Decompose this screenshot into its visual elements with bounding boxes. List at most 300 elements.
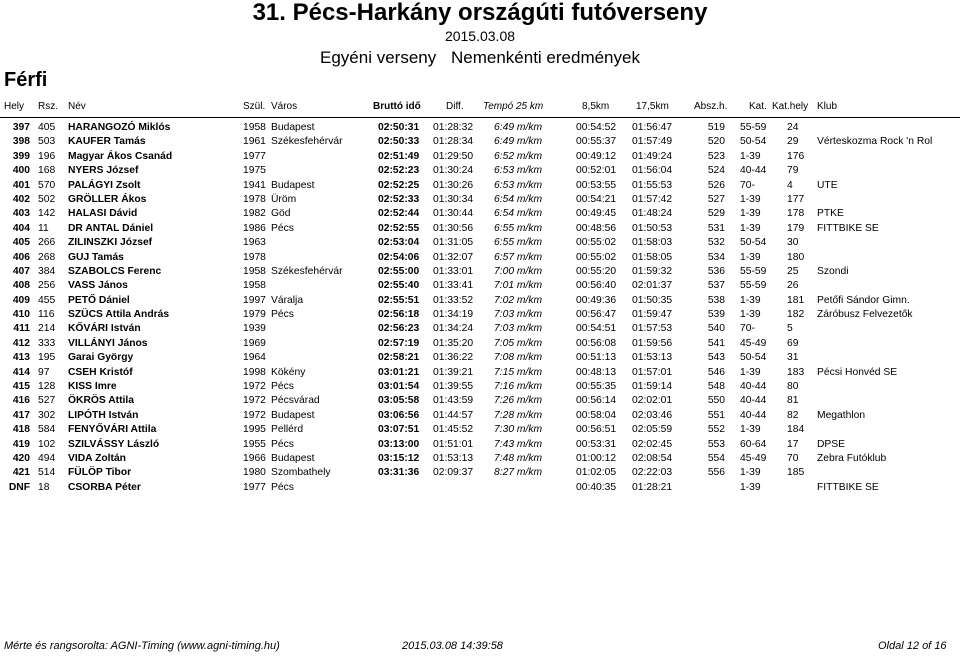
cell-split2: 02:02:01 — [632, 395, 673, 407]
cell-year: 1986 — [243, 222, 266, 234]
cell-year: 1978 — [243, 251, 266, 263]
cell-club: DPSE — [817, 438, 846, 450]
cell-abs: 531 — [707, 222, 725, 234]
cell-catpl: 182 — [787, 309, 805, 321]
table-row — [0, 481, 960, 495]
cell-place: 408 — [12, 280, 30, 292]
table-row — [0, 466, 960, 480]
cell-diff: 01:33:52 — [433, 294, 474, 306]
cell-catpl: 17 — [787, 438, 799, 450]
cell-abs: 540 — [707, 323, 725, 335]
cell-split2: 01:57:53 — [632, 323, 673, 335]
cell-diff: 01:34:24 — [433, 323, 474, 335]
cell-gross: 02:50:33 — [378, 136, 420, 148]
cell-catpl: 80 — [787, 381, 799, 393]
cell-cat: 1-39 — [740, 222, 761, 234]
cell-name: ÖKRÖS Attila — [68, 395, 134, 407]
cell-cat: 50-54 — [740, 237, 767, 249]
cell-place: 417 — [12, 409, 30, 421]
cell-catpl: 81 — [787, 395, 799, 407]
table-row — [0, 150, 960, 164]
cell-cat: 50-54 — [740, 136, 767, 148]
cell-cat: 70- — [740, 179, 755, 191]
cell-gross: 03:31:36 — [378, 467, 420, 479]
table-row — [0, 308, 960, 322]
cell-catpl: 69 — [787, 337, 799, 349]
cell-place: 411 — [13, 323, 30, 335]
cell-abs: 543 — [707, 352, 725, 364]
col-catpl: Kat.hely — [772, 101, 809, 112]
col-pace: Tempó 25 km — [483, 101, 544, 112]
cell-year: 1982 — [243, 208, 266, 220]
cell-name: PETŐ Dániel — [68, 294, 130, 306]
cell-split1: 00:54:21 — [576, 193, 617, 205]
cell-catpl: 26 — [787, 280, 799, 292]
cell-bib: 195 — [38, 352, 56, 364]
cell-pace: 7:05 m/km — [494, 337, 543, 349]
cell-year: 1977 — [243, 481, 266, 493]
cell-bib: 268 — [38, 251, 56, 263]
table-row — [0, 193, 960, 207]
cell-split2: 01:53:13 — [632, 352, 673, 364]
cell-split2: 01:56:04 — [632, 165, 673, 177]
cell-split2: 01:48:24 — [632, 208, 673, 220]
cell-pace: 6:55 m/km — [494, 222, 543, 234]
cell-abs: 520 — [707, 136, 725, 148]
cell-split1: 00:54:52 — [576, 122, 617, 133]
cell-city: Budapest — [271, 409, 315, 421]
cell-diff: 01:33:01 — [433, 265, 474, 277]
cell-place: 419 — [12, 438, 30, 450]
cell-city: Szombathely — [271, 467, 331, 479]
cell-pace: 6:53 m/km — [494, 179, 543, 191]
col-city: Város — [271, 101, 298, 112]
cell-cat: 55-59 — [740, 280, 767, 292]
cell-diff: 01:28:32 — [433, 122, 474, 133]
cell-bib: 514 — [38, 467, 56, 479]
cell-catpl: 30 — [787, 237, 799, 249]
cell-pace: 7:30 m/km — [494, 424, 543, 436]
cell-abs: 548 — [707, 381, 725, 393]
cell-pace: 6:57 m/km — [494, 251, 543, 263]
cell-gross: 02:56:18 — [378, 309, 420, 321]
cell-split2: 01:55:53 — [632, 179, 673, 191]
cell-catpl: 29 — [787, 136, 799, 148]
cell-place: 414 — [12, 366, 30, 378]
cell-split2: 02:08:54 — [632, 452, 673, 464]
cell-club: Pécsi Honvéd SE — [817, 366, 898, 378]
cell-abs: 534 — [707, 251, 725, 263]
cell-city: Pécs — [271, 222, 294, 234]
col-club: Klub — [817, 101, 838, 112]
cell-club: PTKE — [817, 208, 844, 220]
cell-cat: 1-39 — [740, 424, 761, 436]
cell-pace: 6:52 m/km — [494, 150, 543, 162]
cell-pace: 7:03 m/km — [494, 309, 543, 321]
cell-cat: 40-44 — [740, 395, 767, 407]
cell-bib: 214 — [38, 323, 56, 335]
cell-catpl: 70 — [787, 452, 799, 464]
cell-pace: 7:26 m/km — [494, 395, 543, 407]
cell-catpl: 31 — [787, 352, 799, 364]
cell-split1: 00:53:31 — [576, 438, 617, 450]
cell-cat: 1-39 — [740, 294, 761, 306]
table-row — [0, 251, 960, 265]
cell-gross: 02:54:06 — [378, 251, 420, 263]
cell-split1: 00:52:01 — [576, 165, 617, 177]
cell-abs: 527 — [707, 193, 725, 205]
cell-bib: 584 — [38, 424, 56, 436]
table-row — [0, 337, 960, 351]
cell-bib: 18 — [38, 481, 50, 493]
cell-place: 404 — [12, 222, 30, 234]
cell-name: NYERS József — [68, 165, 139, 177]
cell-diff: 01:30:26 — [433, 179, 474, 191]
cell-place: 406 — [12, 251, 30, 263]
cell-gross: 02:53:04 — [378, 237, 420, 249]
cell-diff: 01:36:22 — [433, 352, 474, 364]
cell-name: ZILINSZKI József — [68, 237, 153, 249]
cell-cat: 45-49 — [740, 337, 767, 349]
cell-pace: 7:48 m/km — [494, 452, 543, 464]
cell-place: 415 — [12, 381, 30, 393]
cell-split2: 01:57:01 — [632, 366, 673, 378]
cell-club: Megathlon — [817, 409, 866, 421]
cell-place: 407 — [12, 265, 30, 277]
cell-cat: 1-39 — [740, 251, 761, 263]
page-of: of — [922, 640, 932, 652]
cell-bib: 116 — [38, 309, 55, 321]
cell-split1: 00:48:56 — [576, 222, 617, 234]
cell-diff: 01:44:57 — [433, 409, 474, 421]
cell-split2: 01:59:32 — [632, 265, 673, 277]
cell-abs: 550 — [707, 395, 725, 407]
table-row — [0, 366, 960, 380]
cell-gross: 03:13:00 — [378, 438, 420, 450]
table-row — [0, 409, 960, 423]
cell-abs: 536 — [707, 265, 725, 277]
cell-abs: 538 — [707, 294, 725, 306]
event-date: 2015.03.08 — [444, 28, 516, 44]
col-place: Hely — [4, 101, 25, 112]
cell-cat: 55-59 — [740, 265, 767, 277]
cell-split1: 00:56:51 — [576, 424, 617, 436]
cell-name: CSORBA Péter — [68, 481, 141, 493]
cell-club: FITTBIKE SE — [817, 222, 879, 234]
cell-place: 421 — [12, 467, 30, 479]
table-row — [0, 294, 960, 308]
cell-catpl: 5 — [787, 323, 793, 335]
cell-abs: 546 — [707, 366, 725, 378]
cell-city: Budapest — [271, 122, 315, 133]
cell-club: Vérteskozma Rock 'n Rol — [817, 136, 933, 148]
cell-split2: 01:59:47 — [632, 309, 673, 321]
cell-abs: 539 — [707, 309, 725, 321]
cell-cat: 1-39 — [740, 481, 761, 493]
cell-city: Pécsvárad — [271, 395, 320, 407]
cell-name: KISS Imre — [68, 381, 117, 393]
footer-timestamp: 2015.03.08 14:39:58 — [402, 640, 503, 652]
cell-abs: 552 — [707, 424, 725, 436]
cell-year: 1969 — [243, 337, 266, 349]
cell-split1: 00:49:45 — [576, 208, 617, 220]
cell-place: 413 — [12, 352, 30, 364]
cell-split1: 00:58:04 — [576, 409, 617, 421]
cell-diff: 01:53:13 — [433, 452, 474, 464]
cell-bib: 455 — [38, 294, 56, 306]
cell-diff: 01:34:19 — [433, 309, 474, 321]
cell-name: VASS János — [68, 280, 128, 292]
cell-club: Záróbusz Felvezetők — [817, 309, 913, 321]
cell-name: SZÜCS Attila András — [68, 309, 170, 321]
table-row — [0, 322, 960, 336]
cell-name: GRÖLLER Ákos — [68, 193, 147, 205]
cell-place: 410 — [12, 309, 30, 321]
cell-name: HARANGOZÓ Miklós — [68, 122, 171, 133]
cell-cat: 1-39 — [740, 366, 761, 378]
cell-bib: 405 — [38, 122, 56, 133]
cell-year: 1961 — [243, 136, 266, 148]
cell-place: 399 — [12, 150, 30, 162]
table-row — [0, 452, 960, 466]
cell-gross: 02:58:21 — [378, 352, 420, 364]
cell-split1: 00:56:14 — [576, 395, 617, 407]
cell-catpl: 25 — [787, 265, 799, 277]
cell-city: Pécs — [271, 438, 294, 450]
cell-diff: 01:35:20 — [433, 337, 474, 349]
cell-split1: 00:49:36 — [576, 294, 617, 306]
cell-city: Pécs — [271, 481, 294, 493]
cell-split2: 01:28:21 — [632, 481, 673, 493]
cell-pace: 7:03 m/km — [494, 323, 543, 335]
cell-catpl: 184 — [787, 424, 805, 436]
table-row — [0, 135, 960, 149]
cell-split1: 00:55:02 — [576, 251, 617, 263]
cell-cat: 1-39 — [740, 193, 761, 205]
cell-split1: 00:56:08 — [576, 337, 617, 349]
cell-gross: 03:05:58 — [378, 395, 420, 407]
cell-gross: 03:07:51 — [378, 424, 420, 436]
cell-split1: 00:56:40 — [576, 280, 617, 292]
cell-abs: 526 — [707, 179, 725, 191]
cell-city: Pécs — [271, 309, 294, 321]
cell-name: Garai György — [68, 352, 134, 364]
cell-split2: 02:01:37 — [632, 280, 673, 292]
cell-year: 1958 — [243, 265, 266, 277]
cell-bib: 11 — [38, 222, 49, 234]
cell-pace: 7:02 m/km — [494, 294, 543, 306]
cell-cat: 1-39 — [740, 150, 761, 162]
cell-split1: 00:40:35 — [576, 481, 617, 493]
cell-year: 1997 — [243, 294, 266, 306]
cell-pace: 6:54 m/km — [494, 208, 543, 220]
cell-pace: 7:16 m/km — [494, 381, 543, 393]
cell-diff: 01:31:05 — [433, 237, 474, 249]
cell-pace: 6:49 m/km — [494, 136, 543, 148]
cell-bib: 503 — [38, 136, 56, 148]
cell-cat: 40-44 — [740, 409, 767, 421]
cell-name: GUJ Tamás — [68, 251, 124, 263]
cell-city: Kökény — [271, 366, 306, 378]
table-row — [0, 236, 960, 250]
cell-abs: 529 — [707, 208, 725, 220]
cell-cat: 70- — [740, 323, 755, 335]
cell-split2: 01:49:24 — [632, 150, 673, 162]
cell-split1: 00:48:13 — [576, 366, 617, 378]
cell-name: KŐVÁRI István — [68, 323, 141, 335]
cell-year: 1939 — [243, 323, 266, 335]
cell-diff: 01:39:21 — [433, 366, 474, 378]
cell-bib: 97 — [38, 366, 50, 378]
subtitle — [0, 48, 960, 68]
cell-bib: 494 — [38, 452, 56, 464]
cell-year: 1966 — [243, 452, 266, 464]
cell-year: 1972 — [243, 381, 266, 393]
cell-diff: 01:33:41 — [433, 280, 474, 292]
cell-gross: 03:01:54 — [378, 381, 420, 393]
cell-cat: 1-39 — [740, 309, 761, 321]
cell-pace: 7:15 m/km — [494, 366, 543, 378]
cell-gross: 02:52:55 — [378, 222, 420, 234]
col-split1: 8,5km — [582, 101, 610, 112]
cell-city: Budapest — [271, 179, 315, 191]
cell-place: DNF — [8, 481, 30, 493]
cell-bib: 102 — [38, 438, 56, 450]
cell-abs: 541 — [707, 337, 725, 349]
cell-gross: 02:55:51 — [378, 294, 420, 306]
col-name: Név — [68, 101, 86, 112]
cell-pace: 7:08 m/km — [494, 352, 543, 364]
cell-diff: 02:09:37 — [433, 467, 474, 479]
cell-name: SZILVÁSSY László — [68, 438, 160, 450]
cell-catpl: 180 — [787, 251, 805, 263]
cell-gross: 02:52:44 — [378, 208, 420, 220]
cell-cat: 40-44 — [740, 165, 767, 177]
cell-catpl: 179 — [787, 222, 805, 234]
cell-name: SZABOLCS Ferenc — [68, 265, 162, 277]
cell-catpl: 24 — [787, 122, 799, 133]
cell-year: 1975 — [243, 165, 266, 177]
cell-bib: 142 — [38, 208, 56, 220]
cell-year: 1980 — [243, 467, 266, 479]
page-label: Oldal — [878, 640, 904, 652]
cell-catpl: 79 — [787, 165, 799, 177]
cell-split1: 00:49:12 — [576, 150, 617, 162]
cell-catpl: 176 — [787, 150, 805, 162]
cell-split2: 02:02:45 — [632, 438, 673, 450]
cell-year: 1977 — [243, 150, 266, 162]
cell-name: VILLÁNYI János — [68, 337, 148, 349]
cell-abs: 532 — [707, 237, 725, 249]
cell-pace: 7:28 m/km — [494, 409, 543, 421]
page-total: 16 — [934, 640, 947, 652]
col-split2: 17,5km — [636, 101, 669, 112]
table-row — [0, 207, 960, 221]
cell-place: 401 — [12, 179, 30, 191]
cell-pace: 7:43 m/km — [494, 438, 543, 450]
cell-split2: 01:50:53 — [632, 222, 673, 234]
cell-gross: 02:52:23 — [378, 165, 420, 177]
cell-name: FÜLÖP Tibor — [68, 467, 132, 479]
cell-gross: 02:55:40 — [378, 280, 420, 292]
cell-year: 1972 — [243, 409, 266, 421]
subtitle-results-type: Nemenkénti eredmények — [450, 48, 640, 67]
cell-catpl: 185 — [787, 467, 805, 479]
cell-place: 420 — [12, 452, 30, 464]
column-headers — [0, 101, 960, 115]
cell-city: Székesfehérvár — [271, 136, 343, 148]
cell-place: 403 — [12, 208, 30, 220]
cell-split1: 01:00:12 — [576, 452, 617, 464]
table-row — [0, 265, 960, 279]
col-bib: Rsz. — [38, 101, 58, 112]
page-current: 12 — [906, 640, 919, 652]
category-label: Férfi — [4, 69, 48, 91]
cell-bib: 256 — [38, 280, 56, 292]
cell-split1: 00:51:13 — [576, 352, 617, 364]
cell-bib: 527 — [38, 395, 56, 407]
cell-split2: 01:58:05 — [632, 251, 673, 263]
cell-city: Göd — [271, 208, 291, 220]
cell-year: 1979 — [243, 309, 266, 321]
cell-club: Szondi — [817, 265, 849, 277]
cell-city: Váralja — [271, 294, 304, 306]
cell-abs: 553 — [707, 438, 725, 450]
subtitle-race-type: Egyéni verseny — [320, 48, 437, 67]
cell-pace: 6:49 m/km — [494, 122, 543, 133]
cell-year: 1972 — [243, 395, 266, 407]
cell-catpl: 4 — [787, 179, 793, 191]
cell-name: VIDA Zoltán — [68, 452, 126, 464]
cell-bib: 168 — [38, 165, 56, 177]
cell-gross: 02:51:49 — [378, 150, 420, 162]
table-row — [0, 179, 960, 193]
cell-bib: 302 — [38, 409, 56, 421]
cell-city: Székesfehérvár — [271, 265, 343, 277]
cell-pace: 7:01 m/km — [494, 280, 543, 292]
cell-abs: 537 — [707, 280, 725, 292]
cell-gross: 02:57:19 — [378, 337, 420, 349]
cell-place: 402 — [12, 193, 30, 205]
cell-diff: 01:39:55 — [433, 381, 474, 393]
cell-catpl: 82 — [787, 409, 799, 421]
cell-gross: 02:52:25 — [378, 179, 420, 191]
cell-gross: 02:50:31 — [378, 122, 420, 133]
cell-place: 412 — [12, 337, 30, 349]
cell-club: Petőfi Sándor Gimn. — [817, 294, 910, 306]
cell-bib: 128 — [38, 381, 56, 393]
cell-cat: 55-59 — [740, 122, 767, 133]
cell-diff: 01:30:56 — [433, 222, 474, 234]
table-row — [0, 279, 960, 293]
cell-bib: 570 — [38, 179, 56, 191]
cell-pace: 7:00 m/km — [494, 265, 543, 277]
cell-pace: 8:27 m/km — [494, 467, 543, 479]
cell-abs: 523 — [707, 150, 725, 162]
footer-credit: Mérte és rangsorolta: AGNI-Timing (www.agni-timing.hu) — [4, 640, 280, 652]
cell-abs: 524 — [707, 165, 725, 177]
cell-gross: 02:56:23 — [378, 323, 420, 335]
cell-city: Pellérd — [271, 424, 304, 436]
cell-gross: 02:55:00 — [378, 265, 420, 277]
cell-split2: 01:59:56 — [632, 337, 673, 349]
cell-diff: 01:45:52 — [433, 424, 474, 436]
table-row — [0, 351, 960, 365]
cell-split1: 00:55:37 — [576, 136, 617, 148]
cell-year: 1995 — [243, 424, 266, 436]
cell-split1: 00:55:20 — [576, 265, 617, 277]
cell-abs: 556 — [707, 467, 725, 479]
